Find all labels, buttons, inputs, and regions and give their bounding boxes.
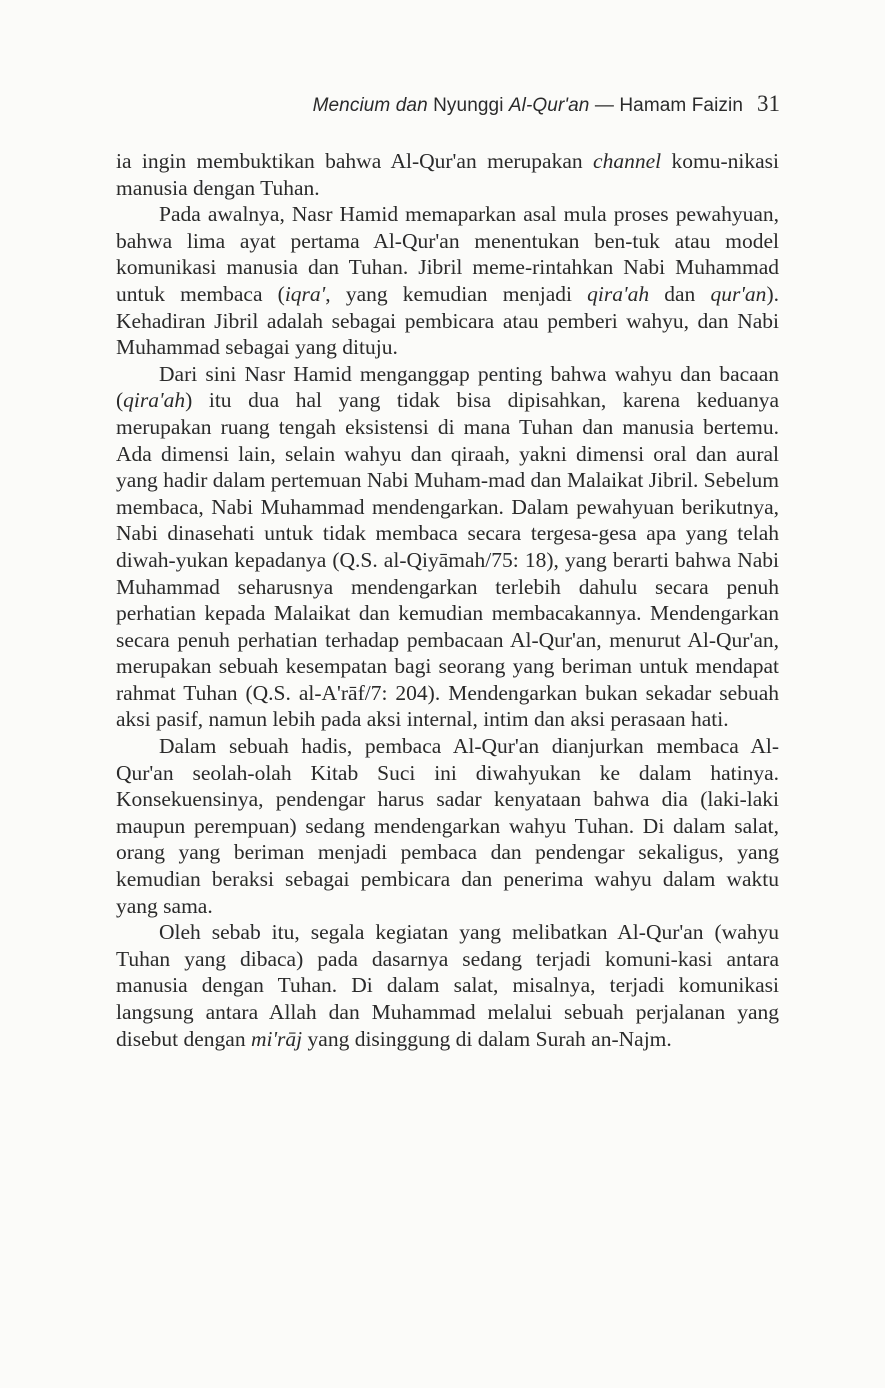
paragraph-2-text-1: Pada awalnya, Nasr Hamid memaparkan asal mula proses pewahyuan, bahwa lima ayat pertama Al-Qur'an menentukan ben-tuk atau model komunikasi manusia dan Tuhan. Jibril meme-rintahkan Nabi Muhammad untuk membaca (	[116, 202, 779, 306]
paragraph-2-italic-3: qur'an	[710, 281, 767, 306]
paragraph-3-text-1: Dari sini Nasr Hamid menganggap penting bahwa wahyu dan bacaan (	[116, 361, 779, 413]
header-author: — Hamam Faizin	[589, 95, 743, 116]
header-title-text-1: Nyunggi	[427, 95, 509, 116]
paragraph-3	[116, 361, 779, 733]
paragraph-3-text-2: ) itu dua hal yang tidak bisa dipisahkan, karena keduanya merupakan ruang tengah eksistensi di mana Tuhan dan manusia bertemu. Ada dimensi lain, selain wahyu dan qiraah, yakni dimensi oral dan aural yang hadir dalam pertemuan Nabi Muham-mad dan Malaikat Jibril. Sebelum membaca, Nabi Muhammad mendengarkan. Dalam pewahyuan berikutnya, Nabi dinasehati untuk tidak membaca secara tergesa-gesa apa yang telah diwah-yukan kepadanya (Q.S. al-Qiyāmah/75: 18), yang berarti bahwa Nabi Muhammad seharusnya mendengarkan terlebih dahulu secara penuh perhatian kepada Malaikat dan kemudian membacakannya. Mendengarkan secara penuh perhatian terhadap pembacaan Al-Qur'an, menurut Al-Qur'an, merupakan sebuah kesempatan bagi seorang yang beriman untuk mendapat rahmat Tuhan (Q.S. al-A'rāf/7: 204). Mendengarkan bukan sekadar sebuah aksi pasif, namun lebih pada aksi internal, intim dan aksi perasaan hati.	[116, 388, 779, 732]
body-text	[116, 148, 779, 1052]
paragraph-5-text-1: Oleh sebab itu, segala kegiatan yang melibatkan Al-Qur'an (wahyu Tuhan yang dibaca) pada dasarnya sedang terjadi komuni-kasi antara manusia dengan Tuhan. Di dalam salat, misalnya, terjadi komunikasi langsung antara Allah dan Muhammad melalui sebuah perjalanan yang disebut dengan	[116, 920, 779, 1051]
paragraph-5	[116, 919, 779, 1052]
paragraph-1-italic-1: channel	[593, 149, 662, 173]
paragraph-2-italic-1: iqra'	[284, 281, 326, 306]
paragraph-4-text-1: Dalam sebuah hadis, pembaca Al-Qur'an dianjurkan membaca Al-Qur'an seolah-olah Kitab Suci ini diwahyukan ke dalam hatinya. Konsekuensinya, pendengar harus sadar kenyataan bahwa dia (laki-laki maupun perempuan) sedang mendengarkan wahyu Tuhan. Di dalam salat, orang yang beriman menjadi pembaca dan pendengar sekaligus, yang kemudian beraksi sebagai pembicara dan penerima wahyu dalam waktu yang sama.	[116, 734, 779, 918]
header-title-italic-2: Al-Qur'an	[508, 95, 590, 116]
paragraph-1	[116, 148, 779, 201]
running-header	[300, 91, 780, 119]
page-number: 31	[757, 91, 780, 116]
header-title-italic-1: Mencium dan	[312, 95, 428, 116]
paragraph-2-italic-2: qira'ah	[587, 281, 650, 306]
paragraph-1-text-1: ia ingin membuktikan bahwa Al-Qur'an merupakan	[116, 149, 594, 173]
paragraph-2-text-4: ). Kehadiran Jibril adalah sebagai pembicara atau pemberi wahyu, dan Nabi Muhammad sebagai yang dituju.	[116, 281, 779, 360]
paragraph-3-italic-1: qira'ah	[123, 388, 186, 413]
paragraph-1-text-2: komu-nikasi manusia dengan Tuhan.	[116, 149, 779, 200]
paragraph-2	[116, 201, 779, 361]
paragraph-2-text-3: dan	[649, 281, 711, 306]
paragraph-2-text-2: , yang kemudian menjadi	[325, 281, 588, 306]
paragraph-5-text-2: yang disinggung di dalam Surah an-Najm.	[302, 1026, 672, 1051]
paragraph-4	[116, 733, 779, 919]
paragraph-5-italic-1: mi'rāj	[250, 1026, 303, 1051]
